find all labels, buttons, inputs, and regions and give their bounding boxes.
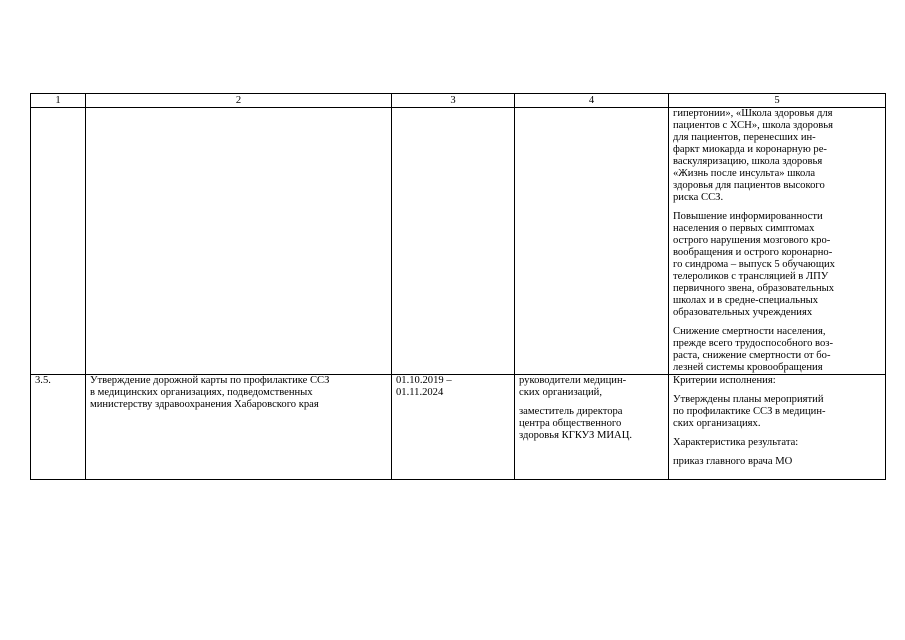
responsible-paragraph: руководители медицин- ских организаций, (519, 375, 627, 398)
header-row (31, 94, 886, 108)
cell-responsible (515, 375, 669, 480)
header-col-2: 2 (86, 94, 392, 108)
result-paragraph: приказ главного врача МО (673, 456, 793, 467)
cell-period (392, 108, 515, 375)
header-col-3: 3 (392, 94, 515, 108)
cell-result (669, 108, 886, 375)
result-paragraph: Критерии исполнения: (673, 375, 776, 386)
cell-activity (86, 108, 392, 375)
cell-number (31, 108, 86, 375)
result-paragraph: гипертонии», «Школа здоровья для пациентов с ХСН», школа здоровья для пациентов, перенесших ин- фаркт миокарда и коронарную ре- васкуляризацию, школа здоровья «Жизнь после инсульта» школа здоровья для пациентов высокого риска ССЗ. (673, 108, 833, 203)
cell-number: 3.5. (31, 375, 86, 480)
table-row-continuation (31, 108, 886, 375)
table-row-3-5 (31, 375, 886, 480)
result-paragraph: Характеристика результата: (673, 437, 799, 448)
header-col-4: 4 (515, 94, 669, 108)
result-paragraph: Повышение информированности населения о первых симптомах острого нарушения мозгового кро- вообращения и острого коронарно- го синдрома – выпуск 5 обучающих телероликов с трансляцией в ЛПУ первичного звена, образовательных школах и в средне-специальных образовательных учреждениях (673, 211, 835, 318)
header-col-1: 1 (31, 94, 86, 108)
cell-responsible (515, 108, 669, 375)
result-paragraph: Снижение смертности населения, прежде всего трудоспособного воз- раста, снижение смертности от бо- лезней системы кровообращения (673, 326, 833, 373)
result-paragraph: Утверждены планы мероприятий по профилактике ССЗ в медицин- ских организациях. (673, 394, 826, 429)
responsible-paragraph: заместитель директора центра общественного здоровья КГКУЗ МИАЦ. (519, 406, 633, 441)
cell-result (669, 375, 886, 480)
plan-table (30, 93, 886, 480)
cell-period: 01.10.2019 – 01.11.2024 (392, 375, 515, 480)
cell-activity: Утверждение дорожной карты по профилактике ССЗ в медицинских организациях, подведомственных министерству здравоохранения Хабаровского края (86, 375, 392, 480)
header-col-5: 5 (669, 94, 886, 108)
